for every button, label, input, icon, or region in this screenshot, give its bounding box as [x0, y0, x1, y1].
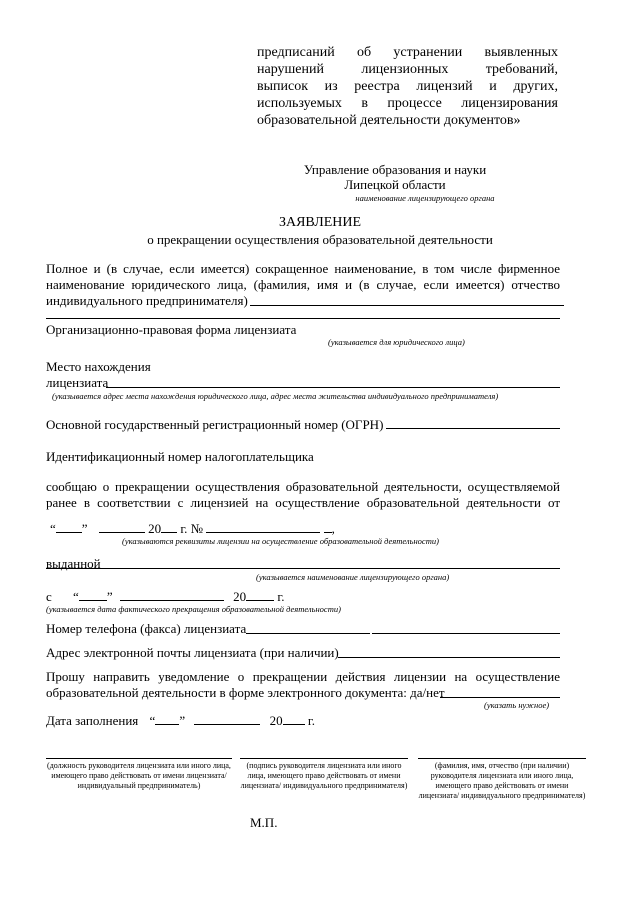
fill-date-row — [46, 712, 315, 729]
quote-open: “ — [50, 521, 56, 536]
signature-line-position[interactable] — [46, 758, 232, 759]
license-number-prefix: г. № — [180, 521, 204, 536]
signature-hint-sign: (подпись руководителя лицензиата или иного лица, имеющего право действовать от имени лицензиата/ индивидуального предпринимателя) — [240, 761, 408, 790]
since-year-prefix: 20 — [233, 589, 247, 604]
fax-field-line[interactable] — [372, 633, 560, 634]
issued-hint: (указывается наименование лицензирующего органа) — [256, 572, 450, 582]
issued-label: выданной — [46, 556, 101, 571]
fill-day-field[interactable] — [155, 712, 179, 725]
phone-field-line[interactable] — [246, 633, 370, 634]
authority-hint: наименование лицензирующего органа — [355, 193, 495, 203]
authority-line-1: Управление образования и науки — [303, 162, 487, 177]
name-para-line-1: Полное и (в случае, если имеется) сокращенное наименование, в том числе фирменное — [46, 261, 560, 276]
license-year-field[interactable] — [161, 520, 177, 533]
name-para-line-2: наименование юридического лица, (фамилия, имя и (в случае, если имеется) отчество — [46, 277, 560, 292]
since-hint: (указывается дата фактического прекращения образовательной деятельности) — [46, 604, 341, 614]
document-title: ЗАЯВЛЕНИЕ — [278, 215, 362, 230]
name-para-line-3: индивидуального предпринимателя) — [46, 293, 248, 308]
license-year-prefix: 20 — [148, 521, 162, 536]
email-field-line-2[interactable] — [372, 657, 560, 658]
location-field-line[interactable] — [106, 387, 560, 388]
fill-month-field[interactable] — [194, 712, 260, 725]
header-line-5: образовательной деятельности документов» — [257, 113, 521, 128]
license-number-extra-field[interactable] — [324, 520, 332, 533]
since-day-field[interactable] — [79, 588, 107, 601]
stamp-label: М.П. — [250, 815, 278, 830]
license-number-field[interactable] — [206, 520, 320, 533]
license-trailing: , — [331, 521, 335, 536]
org-form-hint: (указывается для юридического лица) — [328, 337, 465, 347]
ogrn-label: Основной государственный регистрационный номер (ОГРН) — [46, 417, 384, 432]
header-line-4: используемых в процессе лицензирования — [257, 96, 558, 111]
signature-line-sign[interactable] — [240, 758, 408, 759]
report-line-2: ранее в соответствии с лицензией на осуществление образовательной деятельности от — [46, 495, 560, 510]
fill-year-suffix: г. — [307, 713, 315, 728]
report-line-1: сообщаю о прекращении осуществления образовательной деятельности, осуществляемой — [46, 479, 560, 494]
inn-label: Идентификационный номер налогоплательщика — [46, 449, 314, 464]
authority-line-2: Липецкой области — [344, 177, 446, 192]
document-subtitle: о прекращении осуществления образовательной деятельности — [147, 232, 493, 247]
since-quote-open: “ — [73, 589, 79, 604]
request-answer-field[interactable] — [440, 697, 560, 698]
fill-year-field[interactable] — [283, 712, 305, 725]
phone-label: Номер телефона (факса) лицензиата — [46, 621, 247, 636]
header-line-3: выписок из реестра лицензий и других, — [257, 79, 558, 94]
since-year-suffix: г. — [277, 589, 285, 604]
org-form-label: Организационно-правовая форма лицензиата — [46, 322, 297, 337]
header-line-2: нарушений лицензионных требований, — [257, 62, 558, 77]
signature-line-name[interactable] — [418, 758, 586, 759]
request-line-1: Прошу направить уведомление о прекращении действия лицензии на осуществление — [46, 669, 560, 684]
name-field-line[interactable] — [250, 305, 564, 306]
request-line-2: образовательной деятельности в форме электронного документа: да/нет — [46, 685, 445, 700]
since-prefix: с — [46, 589, 52, 604]
location-label-1: Место нахождения — [46, 359, 151, 374]
email-label: Адрес электронной почты лицензиата (при наличии) — [46, 645, 339, 660]
since-date-row — [46, 588, 284, 605]
fill-quote-open: “ — [149, 713, 156, 728]
signature-hint-position: (должность руководителя лицензиата или иного лица, имеющего право действовать от имени лицензиата/ индивидуальный предприниматель) — [47, 761, 231, 790]
signature-hint-name: (фамилия, имя, отчество (при наличии) руководителя лицензиата или иного лица, имеющего право действовать от имени лицензиата/ индивидуального предпринимателя) — [418, 761, 586, 800]
location-hint: (указывается адрес места нахождения юридического лица, адрес места жительства индивидуального предпринимателя) — [52, 391, 499, 401]
request-hint: (указать нужное) — [484, 700, 550, 710]
header-line-1: предписаний об устранении выявленных — [257, 45, 558, 60]
ogrn-field-line[interactable] — [386, 428, 560, 429]
fill-date-label: Дата заполнения — [46, 713, 139, 728]
license-day-field[interactable] — [56, 520, 82, 533]
since-quote-close: ” — [106, 589, 113, 604]
license-month-field[interactable] — [99, 520, 145, 533]
quote-close: ” — [81, 521, 88, 536]
location-label-2: лицензиата — [46, 375, 109, 390]
since-month-field[interactable] — [120, 588, 224, 601]
license-date-row — [50, 520, 570, 537]
name-field-line-2[interactable] — [46, 318, 560, 319]
license-hint: (указываются реквизиты лицензии на осуществление образовательной деятельности) — [122, 536, 439, 546]
issued-field-line[interactable] — [46, 568, 560, 569]
email-field-line-1[interactable] — [338, 657, 372, 658]
since-year-field[interactable] — [246, 588, 274, 601]
fill-quote-close: ” — [179, 713, 186, 728]
fill-year-prefix: 20 — [269, 713, 283, 728]
